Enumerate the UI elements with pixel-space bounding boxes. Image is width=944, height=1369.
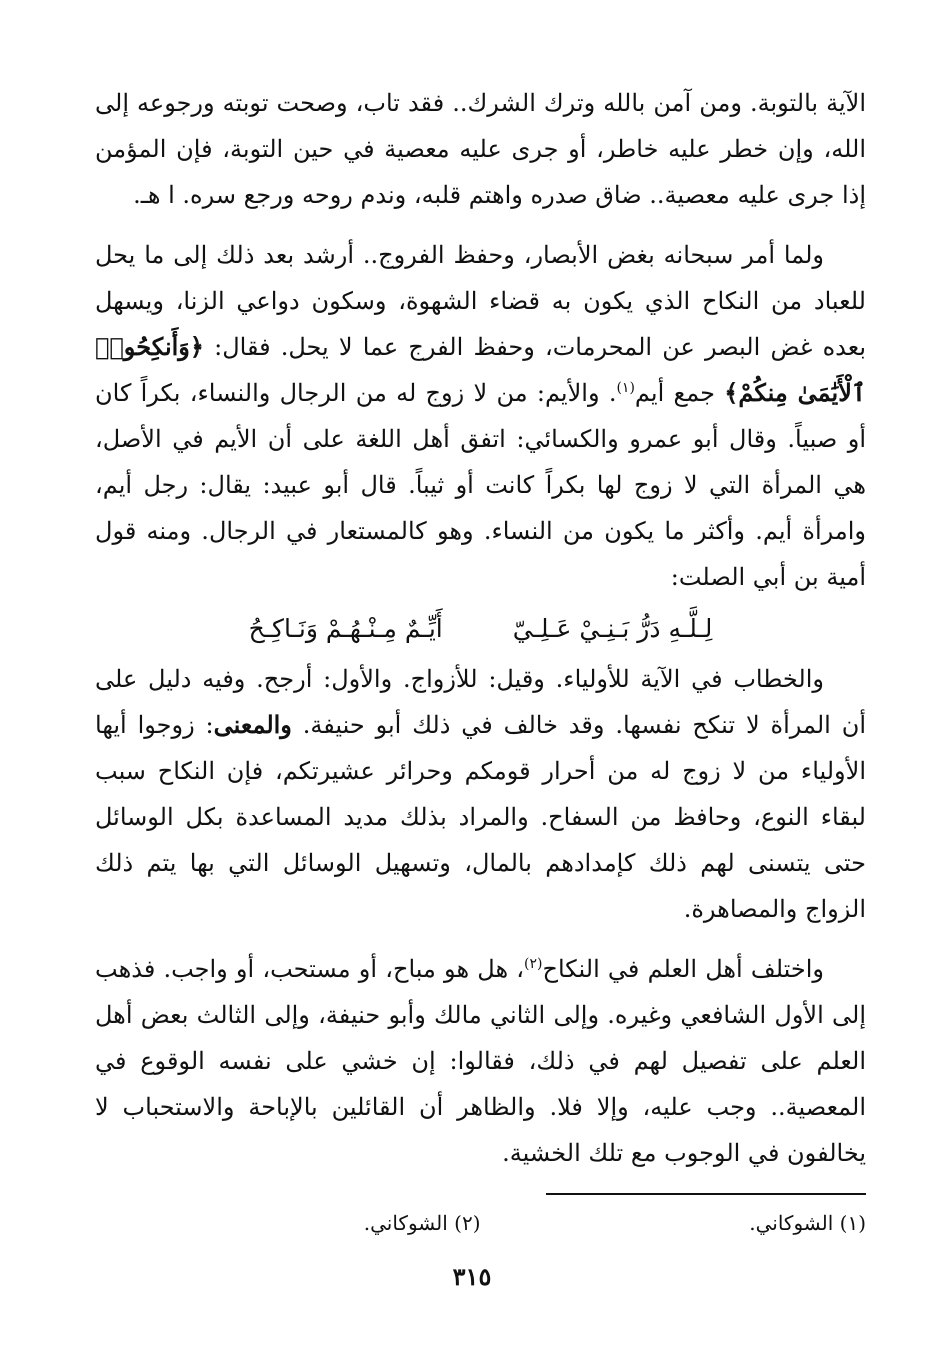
footnote-separator bbox=[546, 1193, 866, 1195]
footnote-marker-1: (١) bbox=[616, 380, 635, 396]
poetry-verse bbox=[95, 600, 866, 656]
paragraph-4-intro: واختلف أهل العلم في النكاح bbox=[542, 955, 824, 983]
quran-quote: ﴿وَأَنكِحُوا۟ ٱلْأَيَٰمَىٰ مِنكُمْ﴾ bbox=[95, 332, 866, 407]
paragraph-gap bbox=[95, 218, 866, 232]
footnote-2: (٢) الشوكاني. bbox=[363, 1211, 481, 1235]
footnotes bbox=[95, 1208, 866, 1238]
footnote-marker-2: (٢) bbox=[524, 956, 543, 972]
paragraph-3 bbox=[95, 656, 866, 932]
paragraph-3-rest: : زوجوا أيها الأولياء من لا زوج له من أحرار قومكم وحرائر عشيرتكم، فإن النكاح سبب لبقاء النوع، وحافظ من السفاح. والمراد بذلك مديد المساعدة بكل الوسائل حتى يتسنى لهم ذلك كإمدادهم بالمال، وتسهيل الوسائل التي بها يتم ذلك الزواج والمصاهرة. bbox=[95, 711, 866, 923]
paragraph-2-rest: . والأيم: من لا زوج له من الرجال والنساء، بكراً كان أو صبياً. وقال أبو عمرو والكسائي: اتفق أهل اللغة على أن الأيم في الأصل، هي المرأة التي لا زوج لها بكراً كانت أو ثيباً. قال أبو عبيد: يقال: رجل أيم، وامرأة أيم. وأكثر ما يكون من النساء. وهو كالمستعار في الرجال. ومنه قول أمية بن أبي الصلت: bbox=[95, 379, 866, 591]
paragraph-2-word: جمع أيم bbox=[634, 379, 725, 407]
paragraph-4 bbox=[95, 946, 866, 1176]
footnote-1: (١) الشوكاني. bbox=[749, 1211, 866, 1235]
paragraph-2 bbox=[95, 232, 866, 600]
paragraph-1: الآية بالتوبة. ومن آمن بالله وترك الشرك.. فقد تاب، وصحت توبته ورجوعه إلى الله، وإن خطر عليه خاطر، أو جرى عليه معصية في حين التوبة، فإن المؤمن إذا جرى عليه معصية.. ضاق صدره واهتم قلبه، وندم روحه ورجع سره. ا هـ. bbox=[95, 89, 866, 209]
paragraph-3-intro: والخطاب في الآية للأولياء. وقيل: للأزواج. والأول: أرجح. وفيه دليل على أن المرأة لا تنكح نفسها. وقد خالف في ذلك أبو حنيفة. bbox=[95, 665, 866, 739]
bold-term-meaning: والمعنى bbox=[213, 710, 292, 739]
page-number: ٣١٥ bbox=[452, 1262, 492, 1291]
paragraph-4-rest: ، هل هو مباح، أو مستحب، أو واجب. فذهب إلى الأول الشافعي وغيره. وإلى الثاني مالك وأبو حنيفة، وإلى الثالث بعض أهل العلم على تفصيل لهم في ذلك، فقالوا: إن خشي على نفسه الوقوع في المعصية.. وجب عليه، وإلا فلا. والظاهر أن القائلين بالإباحة والاستحباب لا يخالفون في الوجوب مع تلك الخشية. bbox=[95, 955, 866, 1167]
verse-hemistich-2: أَيِّـمٌ مِـنْـهُـمْ وَنَـاكِـحُ bbox=[248, 614, 443, 643]
verse-hemistich-1: لِـلَّـهِ دَرُّ بَـنِـيْ عَـلِـيّ bbox=[512, 614, 713, 643]
paragraph-2-intro: ولما أمر سبحانه بغض الأبصار، وحفظ الفروج.. أرشد بعد ذلك إلى ما يحل للعباد من النكاح الذي يكون به قضاء الشهوة، وسكون دواعي الزنا، ويسهل بعده غض البصر عن المحرمات، وحفظ الفرج عما لا يحل. فقال: bbox=[95, 241, 866, 361]
paragraph-gap bbox=[95, 932, 866, 946]
page-body bbox=[95, 80, 866, 1329]
